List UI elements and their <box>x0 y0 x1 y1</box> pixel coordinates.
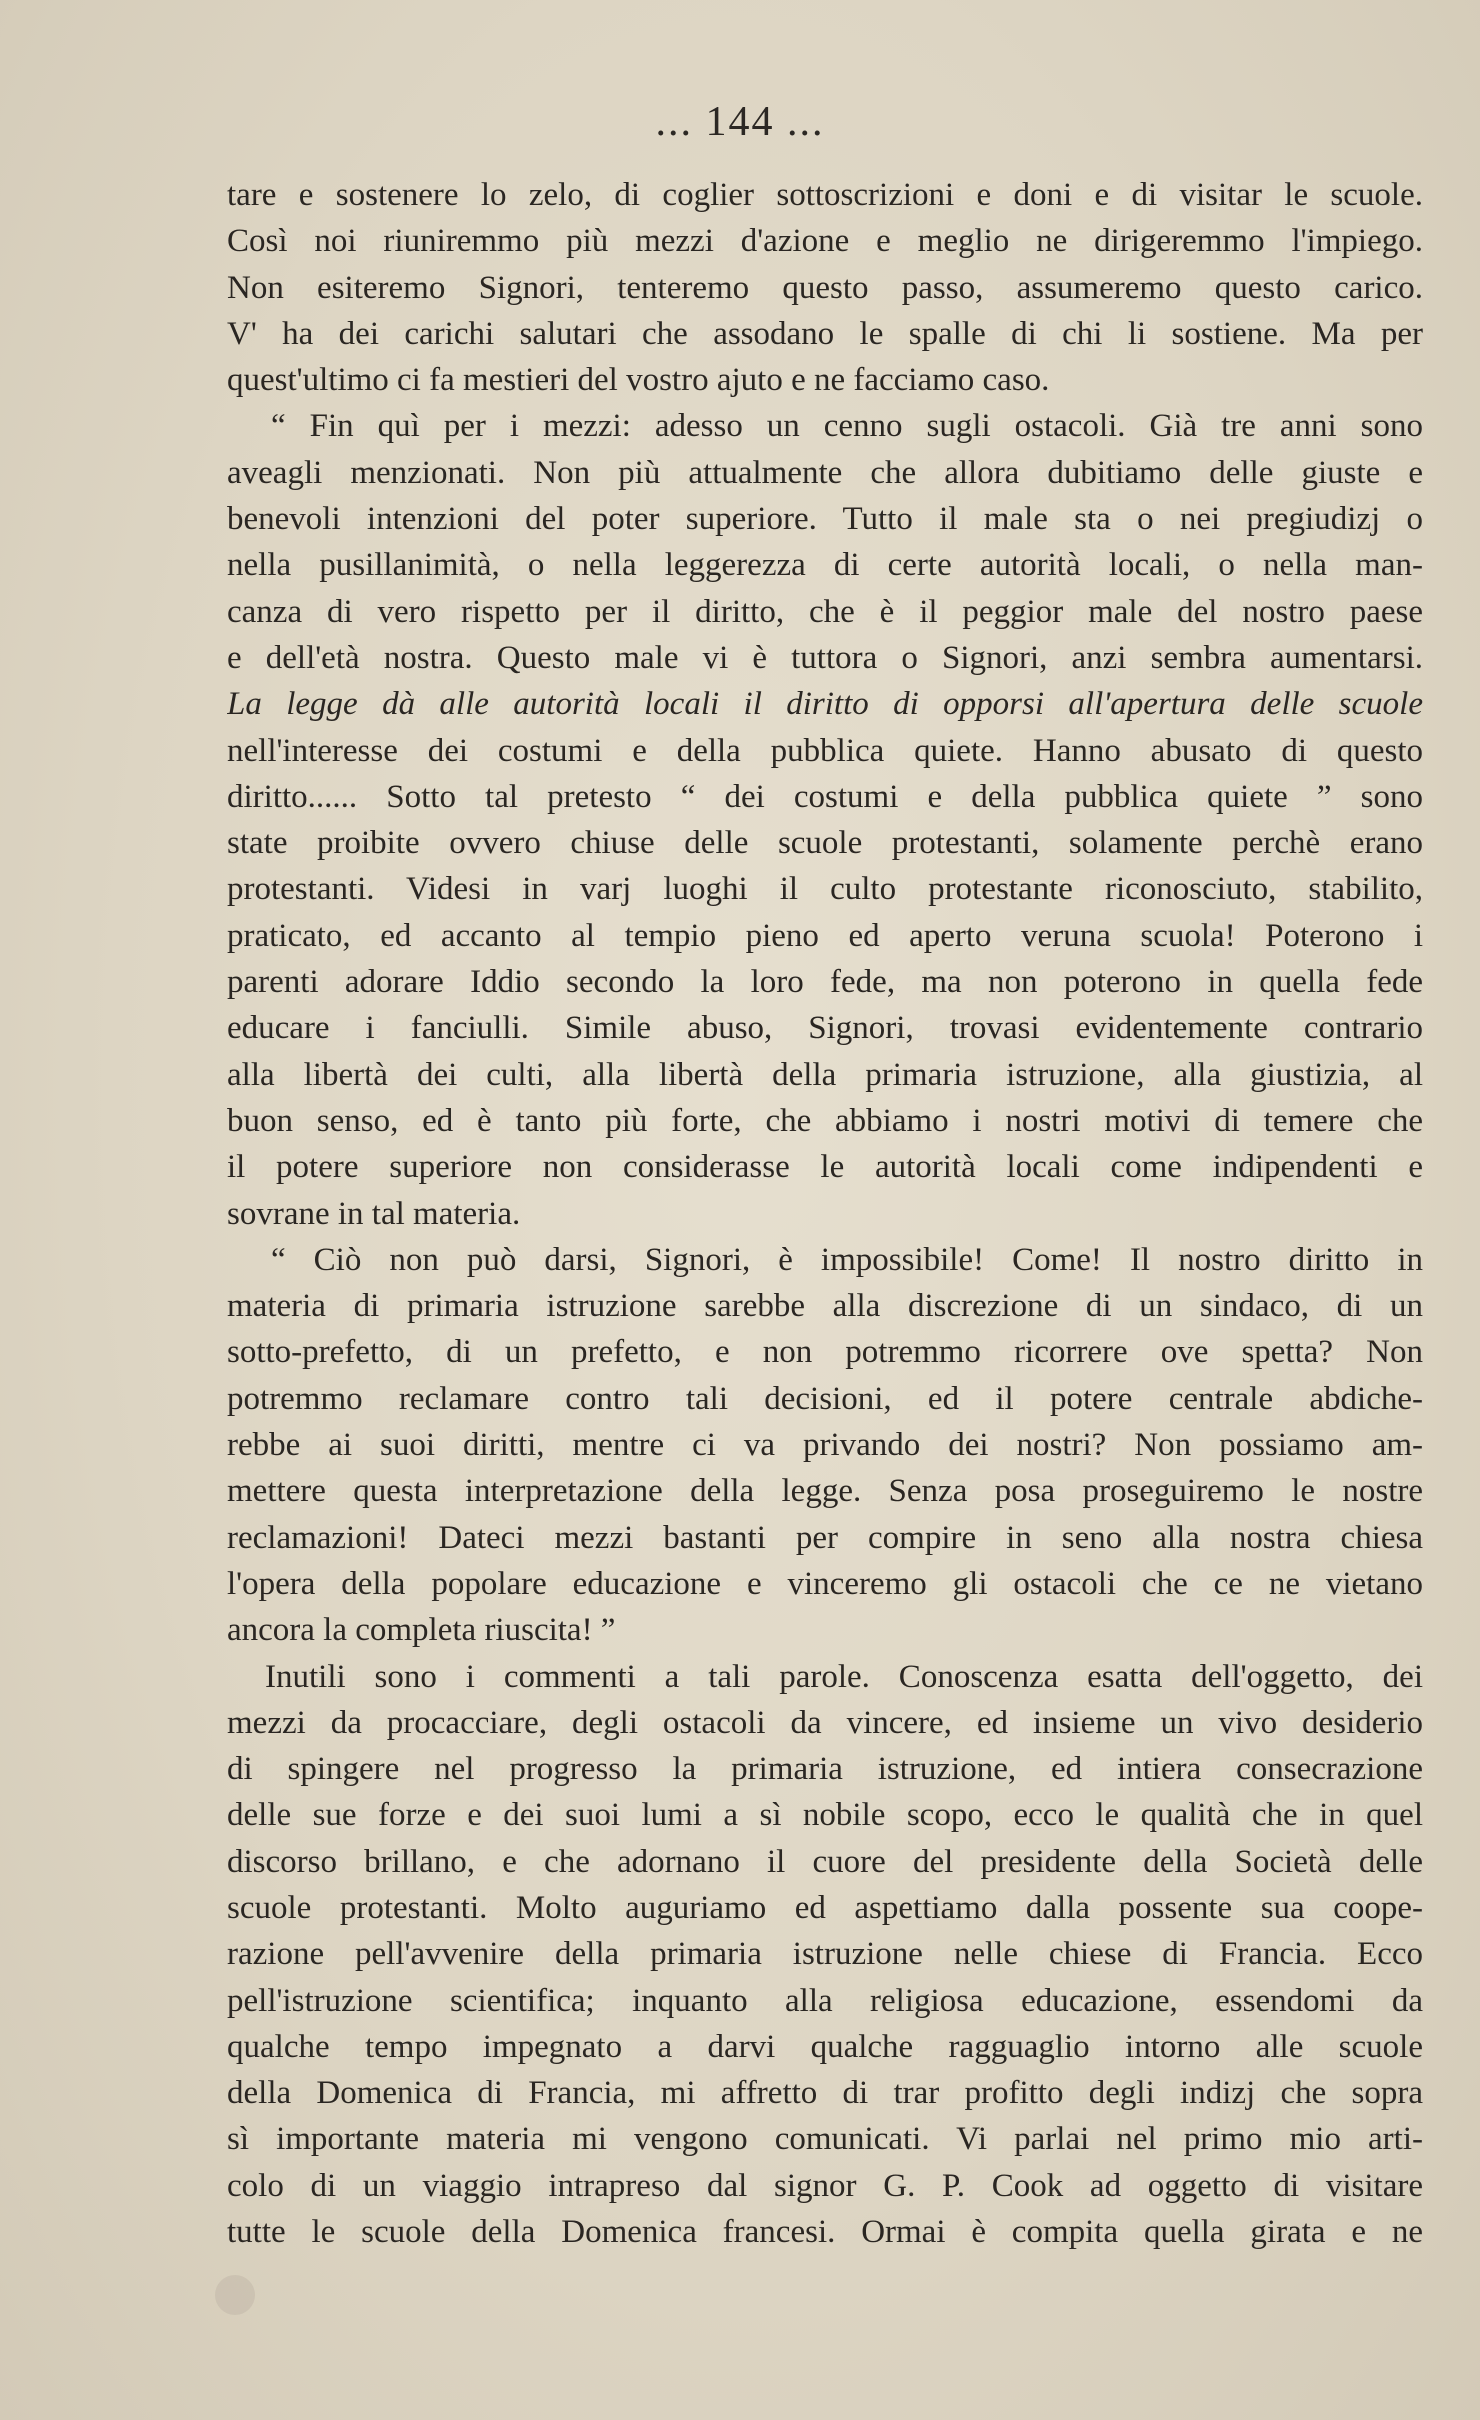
text-line: tutte le scuole della Domenica francesi. Ormai è compita quella girata e ne <box>227 2214 1423 2251</box>
text-line: alla libertà dei culti, alla libertà della primaria istruzione, alla giustizia, al <box>227 1056 1423 1093</box>
text-line: aveagli menzionati. Non più attualmente che allora dubitiamo delle giuste e <box>227 454 1423 491</box>
text-line: reclamazioni! Dateci mezzi bastanti per compire in seno alla nostra chiesa <box>227 1519 1423 1556</box>
text-line: V' ha dei carichi salutari che assodano le spalle di chi li sostiene. Ma per <box>227 315 1423 352</box>
text-line: buon senso, ed è tanto più forte, che abbiamo i nostri motivi di temere che <box>227 1102 1423 1139</box>
text-line: sotto-prefetto, di un prefetto, e non potremmo ricorrere ove spetta? Non <box>227 1334 1423 1371</box>
text-line: Inutili sono i commenti a tali parole. Conoscenza esatta dell'oggetto, dei <box>265 1658 1423 1695</box>
body-text <box>227 172 1423 2255</box>
paper-smudge <box>215 2275 255 2315</box>
text-line: l'opera della popolare educazione e vinceremo gli ostacoli che ce ne vietano <box>227 1565 1423 1602</box>
text-line: di spingere nel progresso la primaria istruzione, ed intiera consecrazione <box>227 1751 1423 1788</box>
text-line: sì importante materia mi vengono comunicati. Vi parlai nel primo mio arti- <box>227 2121 1423 2158</box>
text-line: benevoli intenzioni del poter superiore. Tutto il male sta o nei pregiudizj o <box>227 501 1423 538</box>
text-line: state proibite ovvero chiuse delle scuole protestanti, solamente perchè erano <box>227 825 1423 862</box>
text-line: “ Ciò non può darsi, Signori, è impossibile! Come! Il nostro diritto in <box>271 1241 1423 1278</box>
text-line: colo di un viaggio intrapreso dal signor G. P. Cook ad oggetto di visitare <box>227 2167 1423 2204</box>
text-line: nell'interesse dei costumi e della pubblica quiete. Hanno abusato di questo <box>227 732 1423 769</box>
text-line: diritto...... Sotto tal pretesto “ dei costumi e della pubblica quiete ” sono <box>227 778 1423 815</box>
page-number: ... 144 ... <box>655 99 825 145</box>
text-line: discorso brillano, e che adornano il cuore del presidente della Società delle <box>227 1843 1423 1880</box>
text-line: Non esiteremo Signori, tenteremo questo passo, assumeremo questo carico. <box>227 269 1423 306</box>
text-line: ancora la completa riuscita! ” <box>227 1612 616 1649</box>
text-line: mettere questa interpretazione della legge. Senza posa proseguiremo le nostre <box>227 1473 1423 1510</box>
text-line: e dell'età nostra. Questo male vi è tuttora o Signori, anzi sembra aumentarsi. <box>227 639 1423 676</box>
text-line: praticato, ed accanto al tempio pieno ed aperto veruna scuola! Poterono i <box>227 917 1423 954</box>
text-line: canza di vero rispetto per il diritto, che è il peggior male del nostro paese <box>227 593 1423 630</box>
text-line: razione pell'avvenire della primaria istruzione nelle chiese di Francia. Ecco <box>227 1936 1423 1973</box>
text-line: delle sue forze e dei suoi lumi a sì nobile scopo, ecco le qualità che in quel <box>227 1797 1423 1834</box>
text-line: pell'istruzione scientifica; inquanto alla religiosa educazione, essendomi da <box>227 1982 1423 2019</box>
text-line: nella pusillanimità, o nella leggerezza di certe autorità locali, o nella man- <box>227 547 1423 584</box>
text-line: Così noi riuniremmo più mezzi d'azione e meglio ne dirigeremmo l'impiego. <box>227 223 1423 260</box>
text-line: La legge dà alle autorità locali il diritto di opporsi all'apertura delle scuole <box>227 686 1423 723</box>
text-line: scuole protestanti. Molto auguriamo ed aspettiamo dalla possente sua coope- <box>227 1889 1423 1926</box>
text-line: sovrane in tal materia. <box>227 1195 521 1232</box>
text-line: quest'ultimo ci fa mestieri del vostro ajuto e ne facciamo caso. <box>227 362 1050 399</box>
text-line: mezzi da procacciare, degli ostacoli da vincere, ed insieme un vivo desiderio <box>227 1704 1423 1741</box>
text-line: “ Fin quì per i mezzi: adesso un cenno sugli ostacoli. Già tre anni sono <box>271 408 1423 445</box>
text-line: il potere superiore non considerasse le autorità locali come indipendenti e <box>227 1149 1423 1186</box>
text-line: rebbe ai suoi diritti, mentre ci va privando dei nostri? Non possiamo am- <box>227 1427 1423 1464</box>
text-line: tare e sostenere lo zelo, di coglier sottoscrizioni e doni e di visitar le scuole. <box>227 177 1423 213</box>
text-line: qualche tempo impegnato a darvi qualche ragguaglio intorno alle scuole <box>227 2028 1423 2065</box>
text-line: della Domenica di Francia, mi affretto di trar profitto degli indizj che sopra <box>227 2075 1423 2112</box>
text-line: parenti adorare Iddio secondo la loro fede, ma non poterono in quella fede <box>227 964 1423 1001</box>
text-line: potremmo reclamare contro tali decisioni, ed il potere centrale abdiche- <box>227 1380 1423 1417</box>
text-line: materia di primaria istruzione sarebbe alla discrezione di un sindaco, di un <box>227 1288 1423 1325</box>
text-line: educare i fanciulli. Simile abuso, Signori, trovasi evidentemente contrario <box>227 1010 1423 1047</box>
text-line: protestanti. Videsi in varj luoghi il culto protestante riconosciuto, stabilito, <box>227 871 1423 908</box>
